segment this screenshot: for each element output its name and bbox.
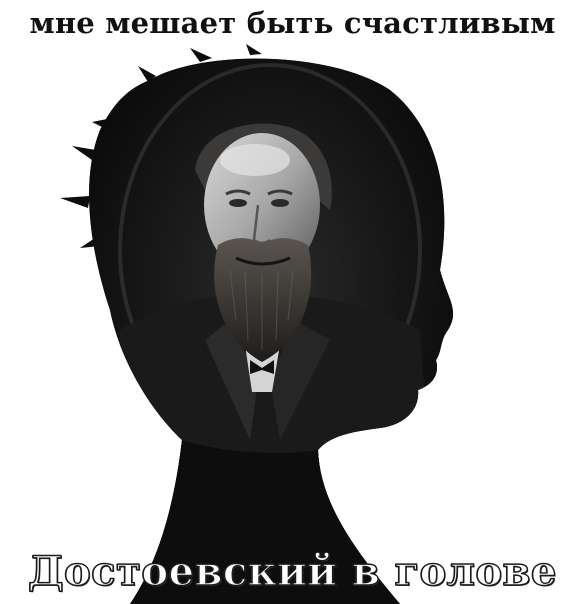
bottom-caption: Достоевский в голове (28, 548, 557, 595)
top-caption: мне мешает быть счастливым (29, 6, 556, 40)
